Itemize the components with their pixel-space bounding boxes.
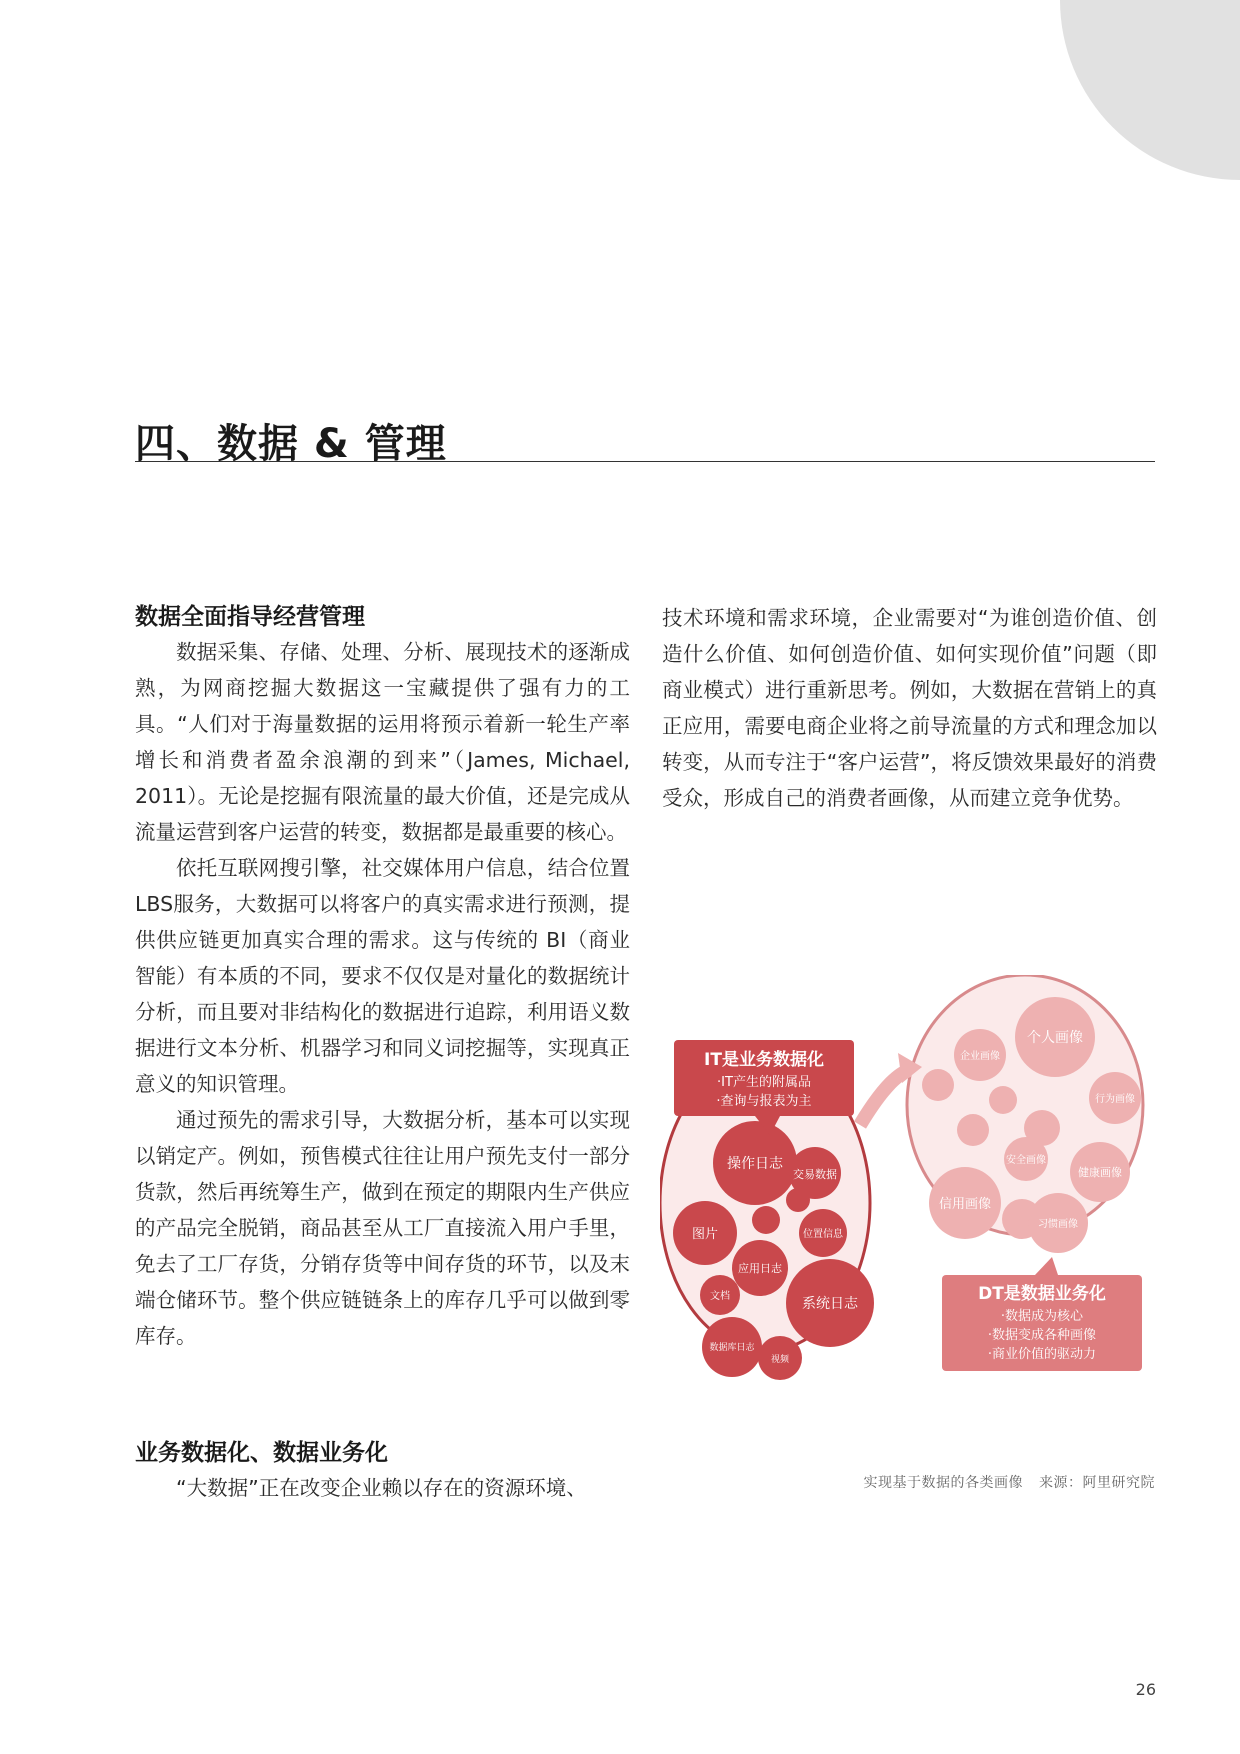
subheading-data-management: 数据全面指导经营管理: [135, 604, 365, 630]
right-column: [662, 600, 1157, 816]
label-db-log: 数据库日志: [709, 1343, 755, 1353]
label-operation-log: 操作日志: [727, 1156, 783, 1172]
label-system-log: 系统日志: [802, 1296, 858, 1312]
label-image: 图片: [691, 1227, 719, 1242]
bubble-small: [752, 1206, 780, 1234]
label-habit-portrait: 习惯画像: [1038, 1219, 1078, 1230]
dt-callout-line: ·数据变成各种画像: [987, 1328, 1097, 1343]
paragraph: 依托互联网搜引擎，社交媒体用户信息，结合位置LBS服务，大数据可以将客户的真实需求进行预测，提供供应链更加真实合理的需求。这与传统的 BI（商业智能）有本质的不同，要求不仅仅是对量化的数据统计分析，而且要对非结构化的数据进行追踪，利用语义数据进行文本分析、机器学习和同义词挖掘等，实现真正意义的知识管理。: [135, 856, 630, 1096]
subheading-business-data: 业务数据化、数据业务化: [135, 1440, 388, 1466]
page-number: 26: [1135, 1680, 1156, 1699]
label-app-log: 应用日志: [738, 1262, 782, 1275]
label-location-info: 位置信息: [803, 1229, 843, 1240]
caption-source: 来源：阿里研究院: [1039, 1475, 1155, 1491]
bubble-diagram: [660, 975, 1155, 1405]
caption-text: 实现基于数据的各类画像: [863, 1475, 1023, 1491]
left-column-section-2: [135, 1436, 630, 1506]
dt-callout-line: ·数据成为核心: [1000, 1309, 1084, 1324]
paragraph: 通过预先的需求引导，大数据分析，基本可以实现以销定产。例如，预售模式往往让用户预先支付一部分货款，然后再统筹生产，做到在预定的期限内生产供应的产品完全脱销，商品甚至从工厂直接流入用户手里，免去了工厂存货，分销存货等中间存货的环节，以及末端仓储环节。整个供应链链条上的库存几乎可以做到零库存。: [135, 1108, 630, 1348]
figure-caption: [660, 1472, 1155, 1492]
bubble-small: [922, 1069, 954, 1101]
paragraph: “大数据”正在改变企业赖以存在的资源环境、: [176, 1476, 587, 1500]
data-portrait-figure: [660, 975, 1155, 1405]
label-health-portrait: 健康画像: [1078, 1166, 1122, 1179]
it-callout-title: IT是业务数据化: [704, 1050, 824, 1070]
paragraph: 技术环境和需求环境，企业需要对“为谁创造价值、创造什么价值、如何创造价值、如何实现价值”问题（即商业模式）进行重新思考。例如，大数据在营销上的真正应用，需要电商企业将之前导流量的方式和理念加以转变，从而专注于“客户运营”，将反馈效果最好的消费受众，形成自己的消费者画像，从而建立竞争优势。: [662, 606, 1157, 810]
dt-callout-line: ·商业价值的驱动力: [987, 1347, 1097, 1362]
label-transaction-data: 交易数据: [793, 1168, 837, 1181]
paragraph: 数据采集、存储、处理、分析、展现技术的逐渐成熟，为网商挖掘大数据这一宝藏提供了强有力的工具。“人们对于海量数据的运用将预示着新一轮生产率增长和消费者盈余浪潮的到来”（James, Michael, 2011）。无论是挖掘有限流量的最大价值，还是完成从流量运营到客户运营的转变，数据都是最重要的核心。: [135, 640, 630, 844]
label-behavior-portrait: 行为画像: [1095, 1094, 1135, 1105]
label-credit-portrait: 信用画像: [938, 1197, 992, 1212]
left-column: [135, 600, 630, 1354]
dt-callout-title: DT是数据业务化: [978, 1284, 1106, 1304]
bubble-small: [786, 1188, 810, 1212]
label-document: 文档: [710, 1291, 730, 1302]
label-enterprise-portrait: 企业画像: [960, 1051, 1000, 1062]
bubble-small: [989, 1086, 1017, 1114]
it-callout-line: ·IT产生的附属品: [717, 1075, 811, 1090]
label-personal-portrait: 个人画像: [1027, 1030, 1083, 1046]
label-video: 视频: [770, 1355, 790, 1365]
title-divider: [135, 461, 1155, 462]
section-title: 四、数据 & 管理: [135, 420, 447, 467]
label-safety-portrait: 安全画像: [1006, 1155, 1046, 1166]
dt-callout-pointer: [1035, 1257, 1058, 1275]
bubble-small: [957, 1114, 989, 1146]
corner-decoration: [1060, 0, 1240, 180]
it-callout-line: ·查询与报表为主: [716, 1094, 812, 1109]
